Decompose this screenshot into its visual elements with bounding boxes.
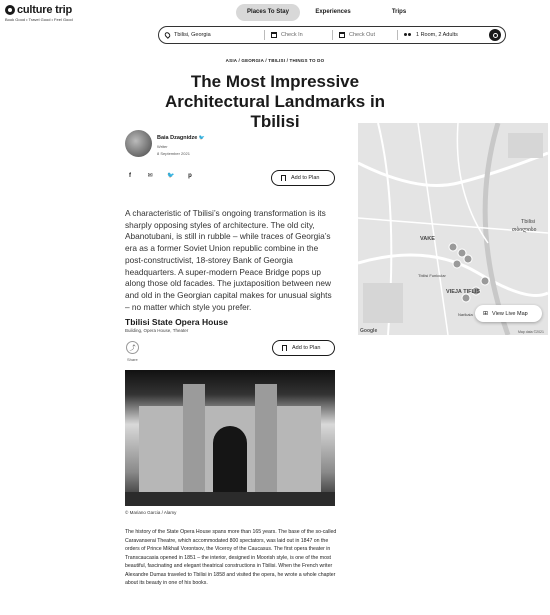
author-avatar[interactable] bbox=[125, 130, 152, 157]
opera-house-photo bbox=[125, 370, 335, 506]
location-pin-icon bbox=[164, 31, 172, 39]
share-button[interactable] bbox=[126, 341, 139, 354]
brand-tagline: Book Good • Travel Good • Feel Good bbox=[5, 17, 73, 22]
add-to-plan-label: Add to Plan bbox=[291, 175, 320, 181]
logo-icon bbox=[5, 5, 15, 15]
share-icon: ⤴ bbox=[129, 346, 136, 352]
map-attribution[interactable]: Map data ©2021 bbox=[518, 330, 544, 334]
map-label-funicular: Tbilisi Funicular bbox=[418, 273, 446, 278]
search-button[interactable] bbox=[489, 29, 501, 41]
destination-field[interactable] bbox=[159, 27, 264, 43]
search-bar bbox=[158, 26, 506, 44]
top-nav-tabs bbox=[236, 4, 432, 21]
bookmark-icon bbox=[282, 345, 287, 351]
email-icon[interactable]: ✉ bbox=[147, 173, 153, 179]
check-out-field[interactable] bbox=[332, 30, 397, 40]
twitter-icon[interactable]: 🐦 bbox=[167, 173, 175, 179]
map-label-tbilisi-ka: თბილისი bbox=[512, 227, 537, 233]
photo-tower bbox=[255, 384, 277, 492]
share-icons bbox=[127, 173, 193, 179]
search-icon bbox=[493, 33, 498, 38]
tab-trips[interactable]: Trips bbox=[391, 9, 407, 15]
calendar-icon bbox=[271, 32, 277, 38]
destination-value: Tbilisi, Georgia bbox=[174, 32, 211, 38]
map-label-narikala: Narikala bbox=[458, 312, 473, 317]
breadcrumb[interactable]: ASIA / GEORGIA / TBILISI / THINGS TO DO bbox=[225, 58, 325, 63]
page-title: The Most Impressive Architectural Landmarks in Tbilisi bbox=[164, 72, 386, 131]
tab-experiences[interactable]: Experiences bbox=[315, 9, 351, 15]
section-body: The history of the State Opera House spans more than 165 years. The base of the so-called Caravanserai Theatre, which accommodated 800 spectators, was laid out in 1847 on the orders of Prince Mikhail Vorontsov, the Viceroy of the Caucasus. The first opera theater in Transcaucasia opened in 1851 – the interior, designed in Moorish style, is one of the most beautiful, fascinating and elegant theatrical constructions in Tbilisi. When the French writer Alexandre Dumas traveled to Tbilisi in 1858 and visited the opera, he wrote a whole chapter about its beauty in one of his books. bbox=[125, 529, 337, 586]
check-in-field[interactable] bbox=[264, 30, 332, 40]
map-icon: ⊞ bbox=[483, 311, 489, 317]
add-to-plan-button[interactable] bbox=[271, 170, 335, 186]
twitter-icon[interactable]: 🐦 bbox=[198, 135, 206, 141]
section-title: Tbilisi State Opera House bbox=[125, 317, 228, 327]
author-role: Writer bbox=[157, 144, 168, 149]
add-to-plan-label: Add to Plan bbox=[292, 345, 321, 351]
photo-tower bbox=[183, 384, 205, 492]
guests-field[interactable] bbox=[397, 30, 487, 40]
brand-name: culture trip bbox=[17, 4, 73, 16]
view-live-map-button[interactable] bbox=[475, 305, 542, 322]
map[interactable] bbox=[358, 123, 548, 335]
people-icon bbox=[404, 33, 412, 38]
publish-date: 8 September 2021 bbox=[157, 151, 190, 156]
map-label-vake: VAKE bbox=[420, 236, 435, 242]
check-in-placeholder: Check In bbox=[281, 32, 303, 38]
calendar-icon bbox=[339, 32, 345, 38]
bookmark-icon bbox=[281, 175, 286, 181]
photo-credit: © Mariano Garcia / Alamy bbox=[125, 510, 177, 515]
author-name-text: Baia Dzagnidze bbox=[157, 135, 198, 141]
pinterest-icon[interactable]: p bbox=[188, 173, 192, 179]
view-live-map-label: View Live Map bbox=[492, 310, 528, 317]
map-label-old-tbilisi: VIEJA TIFLIS bbox=[446, 289, 481, 295]
share-label: Share bbox=[127, 357, 138, 362]
facebook-icon[interactable]: f bbox=[129, 173, 131, 179]
section-subtitle: Building, Opera House, Theater bbox=[125, 328, 189, 333]
guests-value: 1 Room, 2 Adults bbox=[416, 32, 458, 38]
check-out-placeholder: Check Out bbox=[349, 32, 375, 38]
section-add-to-plan-button[interactable] bbox=[272, 340, 335, 356]
google-logo: Google bbox=[360, 328, 378, 334]
map-label-tbilisi: Tbilisi bbox=[521, 219, 536, 225]
article-intro: A characteristic of Tbilisi’s ongoing transformation is its sharply opposing styles of architecture. The old city, Abanotubani, is still in rubble – while traces of Georgia’s era as a former Soviet Union republic combine in the post-constructivist, 18-storey Bank of Georgia headquarters. A super-modern Peace Bridge pops up along those old facades. The juxtaposition between new and old in the Georgian capital makes for unusual sights – no matter which style you prefer. bbox=[125, 208, 332, 312]
culture-trip-logo[interactable] bbox=[5, 4, 73, 22]
author-name[interactable] bbox=[157, 135, 205, 141]
tab-places-to-stay[interactable]: Places To Stay bbox=[236, 4, 300, 21]
photo-ground bbox=[125, 492, 335, 506]
photo-arch bbox=[213, 426, 247, 492]
